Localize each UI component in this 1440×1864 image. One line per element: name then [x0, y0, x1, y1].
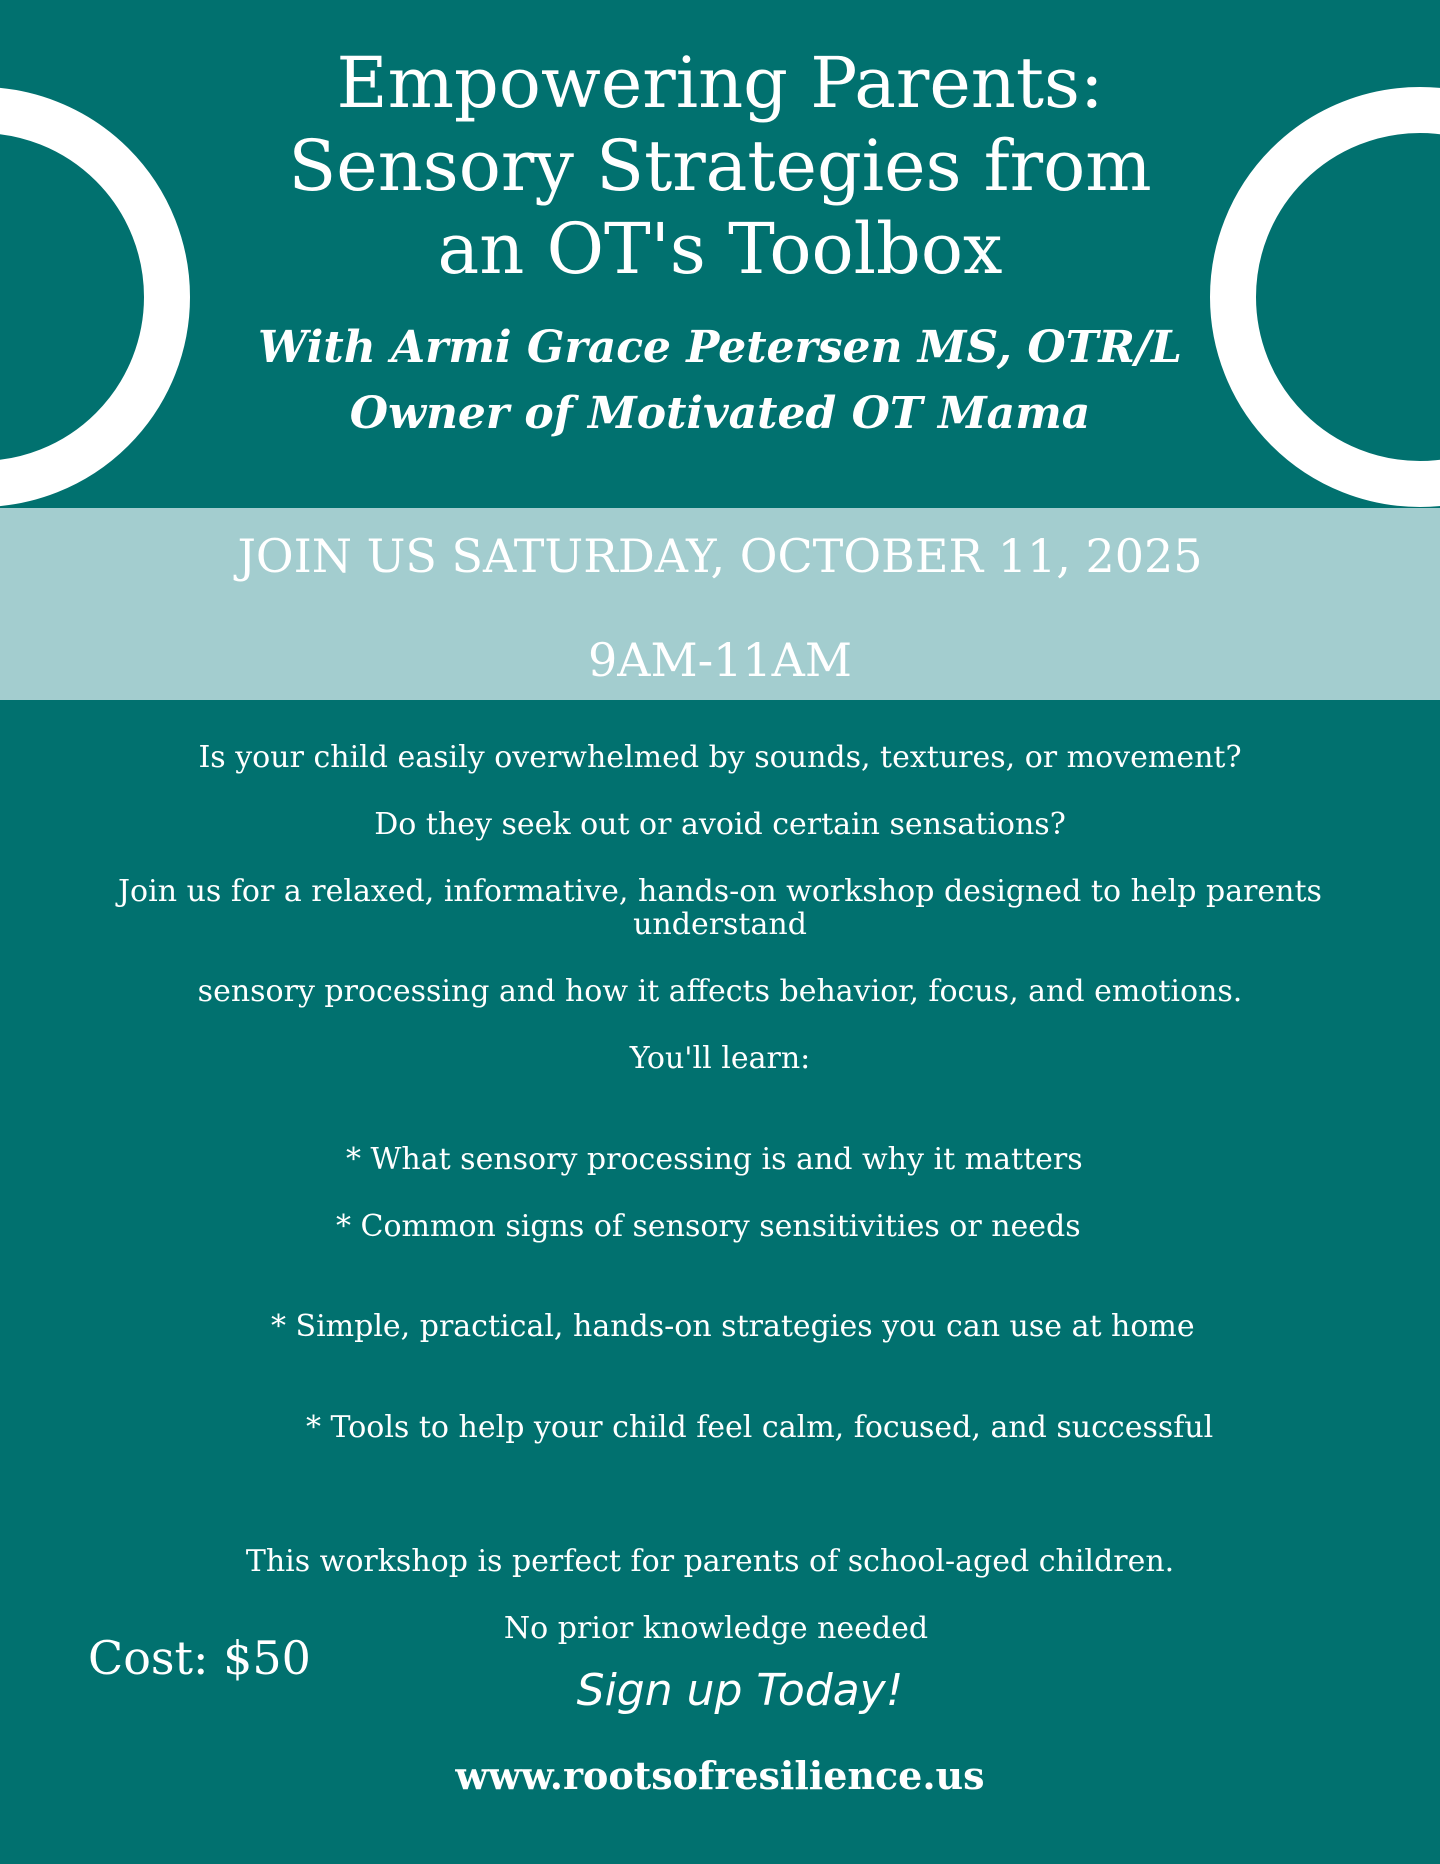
event-date: JOIN US SATURDAY, OCTOBER 11, 2025: [237, 529, 1203, 583]
decorative-arc-left: [0, 87, 190, 507]
title-line-3: an OT's Toolbox: [437, 208, 1003, 290]
decorative-arc-right: [1210, 87, 1440, 507]
learn-item-4: * Tools to help your child feel calm, focused, and successful: [306, 1410, 1214, 1445]
learn-heading: You'll learn:: [629, 1041, 811, 1076]
flyer-title: [220, 42, 1220, 291]
title-line-1: Empowering Parents:: [336, 42, 1104, 124]
signup-callout: Sign up Today!: [576, 1665, 904, 1716]
learn-item-3: * Simple, practical, hands-on strategies you can use at home: [271, 1309, 1195, 1344]
audience-line: This workshop is perfect for parents of school-aged children.: [245, 1544, 1175, 1579]
title-line-2: Sensory Strategies from: [288, 125, 1152, 207]
description-line-3: sensory processing and how it affects behavior, focus, and emotions.: [197, 974, 1243, 1009]
question-2: Do they seek out or avoid certain sensations?: [374, 807, 1066, 842]
question-1: Is your child easily overwhelmed by sounds, textures, or movement?: [198, 740, 1242, 775]
owner-line: Owner of Motivated OT Mama: [349, 388, 1091, 439]
website-link[interactable]: www.rootsofresilience.us: [455, 1753, 985, 1798]
prereq-line: No prior knowledge needed: [503, 1611, 929, 1646]
presenter-line: With Armi Grace Petersen MS, OTR/L: [258, 322, 1182, 373]
learn-item-1: * What sensory processing is and why it matters: [346, 1142, 1083, 1177]
description-line-1: Join us for a relaxed, informative, hands-on workshop designed to help parents: [118, 874, 1322, 909]
cost-label: Cost: $50: [88, 1631, 311, 1685]
event-time: 9AM-11AM: [588, 633, 852, 687]
learn-item-2: * Common signs of sensory sensitivities or needs: [336, 1209, 1081, 1244]
description-line-2: understand: [633, 907, 807, 942]
